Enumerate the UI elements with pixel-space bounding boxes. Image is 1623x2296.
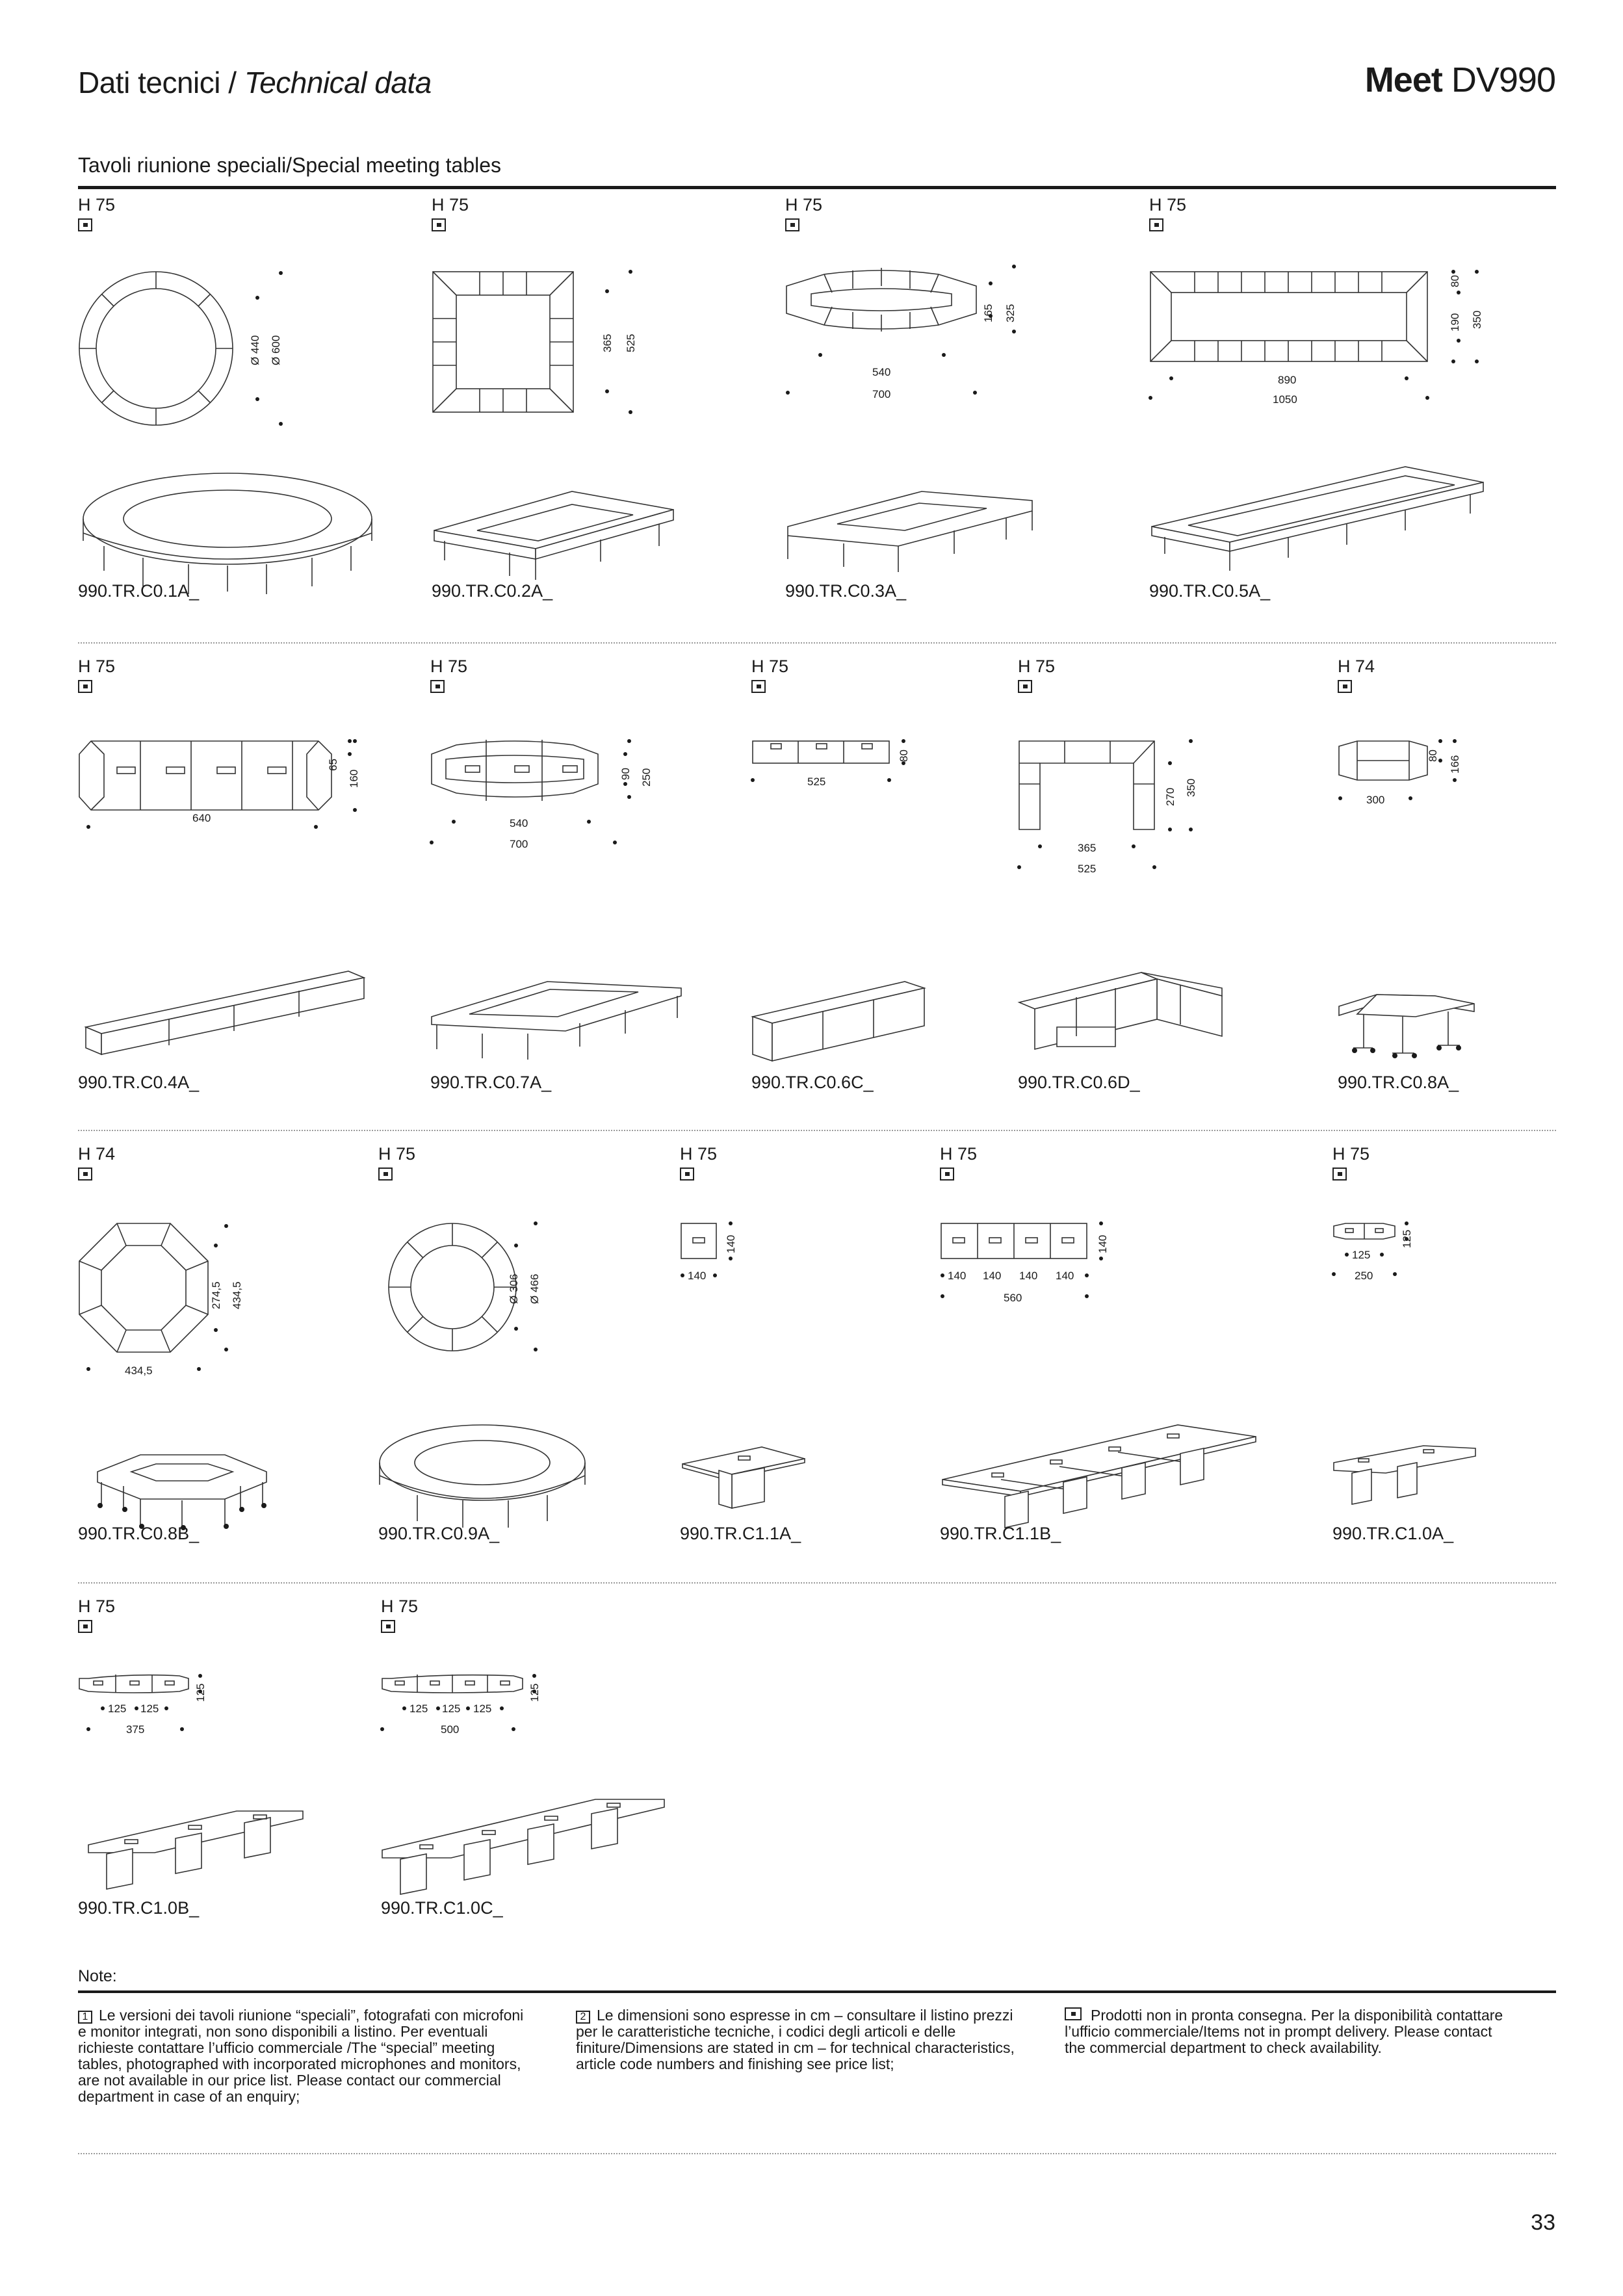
dim-label: 540 [510, 817, 528, 829]
height-label: H 74 [78, 1144, 116, 1164]
dim-label: 160 [348, 769, 360, 788]
dim-label: 890 [1278, 374, 1297, 386]
plan-view [751, 739, 910, 788]
notes-divider [78, 2153, 1556, 2154]
product-code: 990.TR.C0.2A_ [432, 581, 553, 601]
plan-drawing [378, 1144, 664, 1547]
perspective-view [1152, 467, 1483, 571]
plan-drawing [1338, 657, 1546, 1086]
perspective-view [380, 1425, 585, 1528]
height-label: H 75 [430, 657, 468, 676]
dim-label: 125 [1352, 1249, 1371, 1261]
dim-label: 500 [441, 1723, 460, 1736]
dim-label: Ø 600 [270, 335, 282, 365]
title-italian: Dati tecnici / [78, 66, 237, 99]
product-cell [78, 1597, 364, 1935]
dim-label: 300 [1366, 794, 1385, 806]
perspective-view [97, 1455, 266, 1530]
perspective-view [83, 473, 372, 594]
product-cell [430, 657, 755, 1099]
note-number: 2 [576, 2011, 590, 2024]
dim-label: 80 [1427, 750, 1439, 762]
height-label: H 75 [78, 195, 116, 215]
dim-label: 125 [442, 1702, 461, 1715]
perspective-view [682, 1447, 805, 1508]
product-cell [381, 1597, 745, 1935]
note-number: 1 [78, 2011, 92, 2024]
note-text: Prodotti non in pronta consegna. Per la disponibilità contattare l’ufficio commerciale/Items not in prompt delivery. Please contact the commercial department to check availability. [1065, 2007, 1503, 2056]
dim-label: 166 [1449, 755, 1461, 774]
perspective-view [1339, 995, 1474, 1058]
dim-label: 434,5 [231, 1281, 243, 1309]
product-code: 990.TR.C1.0A_ [1332, 1524, 1454, 1543]
plan-drawing [78, 195, 416, 598]
dim-label: 125 [409, 1702, 428, 1715]
perspective-view [753, 982, 924, 1061]
dim-label: 125 [473, 1702, 492, 1715]
dim-label: 700 [510, 838, 528, 850]
height-label: H 75 [432, 195, 469, 215]
plan-view [1332, 1221, 1413, 1282]
plan-drawing [680, 1144, 927, 1547]
plan-view [430, 739, 653, 850]
row-divider [78, 1130, 1556, 1131]
dim-label: 125 [140, 1702, 159, 1715]
product-cell [1018, 657, 1330, 1099]
brand-title [1365, 60, 1555, 100]
dim-label: 140 [983, 1270, 1002, 1282]
product-cell [1338, 657, 1546, 1099]
product-code: 990.TR.C0.7A_ [430, 1073, 552, 1092]
dim-label: 250 [640, 768, 653, 787]
dim-label: 274,5 [210, 1281, 222, 1309]
brand-model: DV990 [1451, 60, 1555, 99]
plan-drawing [1018, 657, 1330, 1086]
dim-label: 375 [126, 1723, 145, 1736]
dim-label: Ø 466 [528, 1273, 541, 1304]
plan-drawing [1332, 1144, 1547, 1547]
plan-view [941, 1221, 1109, 1304]
product-code: 990.TR.C0.1A_ [78, 581, 200, 601]
dim-label: Ø 440 [249, 335, 261, 365]
height-label: H 75 [751, 657, 789, 676]
dim-label: 560 [1004, 1292, 1022, 1304]
product-cell [1149, 195, 1539, 605]
page-title [78, 65, 432, 100]
dim-label: 525 [1078, 863, 1097, 875]
dim-label: 1050 [1273, 393, 1297, 406]
product-code: 990.TR.C1.1B_ [940, 1524, 1061, 1543]
dim-label: 65 [327, 759, 339, 771]
product-cell [1332, 1144, 1547, 1560]
title-english: Technical data [244, 66, 432, 99]
height-label: H 75 [785, 195, 823, 215]
notes-heading: Note: [78, 1967, 117, 1985]
dim-label: 125 [194, 1683, 207, 1702]
dim-label: 325 [1004, 304, 1017, 322]
plan-view [79, 1674, 207, 1736]
dim-label: 125 [1401, 1229, 1413, 1248]
perspective-view [788, 491, 1032, 572]
height-label: H 75 [1149, 195, 1187, 215]
perspective-view [1334, 1446, 1475, 1504]
product-cell [378, 1144, 664, 1560]
perspective-view [434, 491, 673, 580]
plan-view [1017, 739, 1197, 875]
dim-label: 434,5 [125, 1364, 153, 1377]
dim-label: 270 [1164, 787, 1176, 806]
height-label: H 74 [1338, 657, 1375, 676]
note-2 [576, 2007, 1024, 2072]
plan-drawing [785, 195, 1136, 598]
dim-label: Ø 306 [508, 1273, 520, 1304]
product-cell [78, 657, 416, 1099]
product-code: 990.TR.C0.8B_ [78, 1524, 200, 1543]
dim-label: 140 [688, 1270, 707, 1282]
plan-drawing [430, 657, 755, 1086]
product-code: 990.TR.C0.6C_ [751, 1073, 874, 1092]
product-code: 990.TR.C0.4A_ [78, 1073, 200, 1092]
height-label: H 75 [78, 657, 116, 676]
plan-view [681, 1221, 737, 1282]
product-code: 990.TR.C0.6D_ [1018, 1073, 1140, 1092]
dim-label: 525 [807, 776, 826, 788]
dim-label: 125 [108, 1702, 127, 1715]
product-code: 990.TR.C0.8A_ [1338, 1073, 1459, 1092]
plan-view [389, 1221, 541, 1351]
plan-view [79, 271, 283, 426]
plan-view [79, 1223, 243, 1377]
product-cell [78, 195, 416, 605]
note-1 [78, 2007, 526, 2105]
dim-label: 640 [192, 812, 211, 824]
dim-label: 365 [1078, 842, 1097, 854]
dim-label: 80 [1449, 275, 1461, 287]
dim-label: 125 [528, 1683, 541, 1702]
dim-label: 140 [1019, 1270, 1038, 1282]
height-label: H 75 [381, 1597, 419, 1616]
plan-view [433, 270, 637, 414]
height-label: H 75 [1332, 1144, 1370, 1164]
plan-drawing [751, 657, 1024, 1086]
plan-drawing [381, 1597, 745, 1922]
product-cell [785, 195, 1136, 605]
dim-label: 165 [982, 304, 994, 322]
note-3 [1065, 2007, 1513, 2056]
product-cell [751, 657, 1024, 1099]
plan-drawing [432, 195, 770, 598]
perspective-view [382, 1799, 664, 1894]
notes-rule [78, 1990, 1556, 1993]
product-cell [680, 1144, 927, 1560]
product-code: 990.TR.C1.1A_ [680, 1524, 801, 1543]
dim-label: 365 [601, 333, 614, 352]
dim-label: 250 [1355, 1270, 1373, 1282]
dim-label: 350 [1471, 310, 1483, 329]
dim-label: 80 [898, 750, 910, 762]
dim-label: 90 [619, 768, 632, 780]
dim-label: 190 [1449, 313, 1461, 332]
plan-drawing [78, 657, 416, 1086]
dim-label: 140 [725, 1234, 737, 1253]
note-text: Le versioni dei tavoli riunione “speciali”, fotografati con microfoni e monitor integrati, non sono disponibili a listino. Per eventuali richieste contattare l’ufficio commerciale /The “special” meeting tables, photographed with incorporated microphones and monitors, are not available in our price list. Please contact our commercial department in case of an enquiry; [78, 2007, 524, 2105]
height-label: H 75 [1018, 657, 1056, 676]
plan-view [1149, 270, 1483, 406]
dim-label: 350 [1185, 778, 1197, 797]
height-label: H 75 [680, 1144, 718, 1164]
plan-drawing [1149, 195, 1539, 598]
dim-label: 540 [872, 366, 891, 378]
section-rule [78, 186, 1556, 189]
perspective-view [942, 1425, 1256, 1528]
product-code: 990.TR.C0.9A_ [378, 1524, 500, 1543]
plan-view [79, 739, 360, 829]
brand-name: Meet [1364, 60, 1442, 99]
dim-label: 140 [1056, 1270, 1074, 1282]
row-divider [78, 642, 1556, 644]
perspective-view [86, 971, 364, 1054]
note-text: Le dimensioni sono espresse in cm – consultare il listino prezzi per le caratteristiche tecniche, i codici degli articoli e delle finiture/Dimensions are stated in cm – for technical characteristics, article code numbers and finishing see price list; [576, 2007, 1015, 2072]
dim-label: 700 [872, 388, 891, 400]
product-code: 990.TR.C0.5A_ [1149, 581, 1271, 601]
product-cell [940, 1144, 1330, 1560]
dim-label: 525 [625, 333, 637, 352]
plan-drawing [78, 1144, 364, 1547]
section-title: Tavoli riunione speciali/Special meeting tables [78, 153, 502, 177]
product-cell [78, 1144, 364, 1560]
height-label: H 75 [78, 1597, 116, 1616]
height-label: H 75 [378, 1144, 416, 1164]
product-code: 990.TR.C1.0B_ [78, 1898, 200, 1918]
product-code: 990.TR.C1.0C_ [381, 1898, 503, 1918]
plan-drawing [940, 1144, 1330, 1547]
product-code: 990.TR.C0.3A_ [785, 581, 907, 601]
page-number: 33 [1531, 2210, 1555, 2235]
row-divider [78, 1582, 1556, 1584]
dim-label: 140 [1097, 1234, 1109, 1253]
plan-view [1338, 739, 1461, 806]
perspective-view [88, 1811, 303, 1889]
perspective-view [432, 982, 681, 1060]
dim-label: 140 [948, 1270, 967, 1282]
plan-view [380, 1674, 541, 1736]
not-in-stock-icon [1065, 2007, 1082, 2020]
plan-view [786, 265, 1017, 400]
perspective-view [1019, 972, 1222, 1049]
product-cell [432, 195, 770, 605]
height-label: H 75 [940, 1144, 978, 1164]
plan-drawing [78, 1597, 364, 1922]
